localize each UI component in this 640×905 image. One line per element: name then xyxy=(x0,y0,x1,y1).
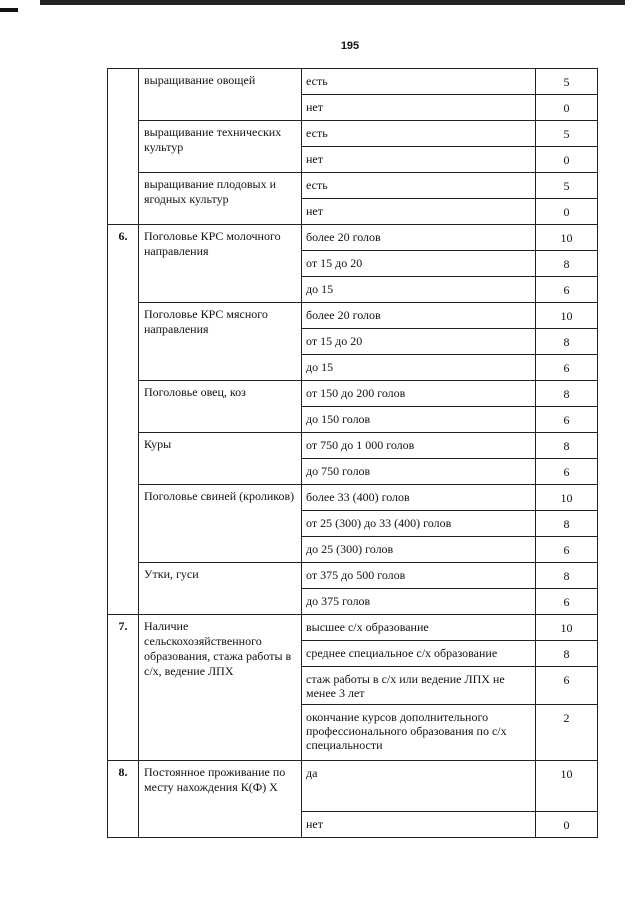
score: 5 xyxy=(536,121,598,147)
condition: стаж работы в с/х или ведение ЛПХ не менее 3 лет xyxy=(302,667,536,705)
table-row xyxy=(108,381,598,407)
condition: окончание курсов дополнительного профессионального образования по с/х специальности xyxy=(302,705,536,761)
table-row xyxy=(108,761,598,812)
table-row xyxy=(108,433,598,459)
score: 10 xyxy=(536,761,598,812)
scan-top-border xyxy=(40,0,625,5)
score: 8 xyxy=(536,251,598,277)
condition: до 150 голов xyxy=(302,407,536,433)
condition: от 375 до 500 голов xyxy=(302,563,536,589)
score: 8 xyxy=(536,511,598,537)
condition: до 25 (300) голов xyxy=(302,537,536,563)
condition: до 15 xyxy=(302,355,536,381)
score: 6 xyxy=(536,589,598,615)
condition: есть xyxy=(302,173,536,199)
criterion-name: Поголовье свиней (кроликов) xyxy=(139,485,302,563)
criterion-name: выращивание плодовых и ягодных культур xyxy=(139,173,302,225)
criterion-number xyxy=(108,69,139,225)
scan-mark xyxy=(0,8,18,12)
table-row xyxy=(108,485,598,511)
score: 6 xyxy=(536,407,598,433)
condition: до 375 голов xyxy=(302,589,536,615)
table-row xyxy=(108,69,598,95)
criterion-name: выращивание технических культур xyxy=(139,121,302,173)
score: 5 xyxy=(536,173,598,199)
condition: нет xyxy=(302,95,536,121)
table-row xyxy=(108,563,598,589)
condition: от 25 (300) до 33 (400) голов xyxy=(302,511,536,537)
condition: нет xyxy=(302,147,536,173)
score: 8 xyxy=(536,329,598,355)
criterion-name: Куры xyxy=(139,433,302,485)
criterion-name: Поголовье КРС мясного направления xyxy=(139,303,302,381)
condition: от 15 до 20 xyxy=(302,251,536,277)
scoring-table xyxy=(107,68,598,838)
criterion-number: 6. xyxy=(108,225,139,615)
score: 8 xyxy=(536,563,598,589)
criterion-name: выращивание овощей xyxy=(139,69,302,121)
score: 8 xyxy=(536,433,598,459)
criterion-name: Поголовье КРС молочного направления xyxy=(139,225,302,303)
condition: нет xyxy=(302,199,536,225)
score: 5 xyxy=(536,69,598,95)
criterion-name: Наличие сельскохозяйственного образования, стажа работы в с/х, ведение ЛПХ xyxy=(139,615,302,761)
condition: высшее с/х образование xyxy=(302,615,536,641)
score: 8 xyxy=(536,641,598,667)
condition: от 150 до 200 голов xyxy=(302,381,536,407)
score: 10 xyxy=(536,303,598,329)
condition: более 20 голов xyxy=(302,303,536,329)
condition: есть xyxy=(302,69,536,95)
condition: нет xyxy=(302,812,536,838)
condition: до 15 xyxy=(302,277,536,303)
criterion-name: Поголовье овец, коз xyxy=(139,381,302,433)
criterion-number: 7. xyxy=(108,615,139,761)
table-row xyxy=(108,303,598,329)
table-row xyxy=(108,225,598,251)
score: 10 xyxy=(536,485,598,511)
table-row xyxy=(108,615,598,641)
score: 10 xyxy=(536,615,598,641)
score: 6 xyxy=(536,459,598,485)
condition: есть xyxy=(302,121,536,147)
condition: более 20 голов xyxy=(302,225,536,251)
score: 6 xyxy=(536,537,598,563)
condition: да xyxy=(302,761,536,812)
table-row xyxy=(108,121,598,147)
condition: от 750 до 1 000 голов xyxy=(302,433,536,459)
condition: более 33 (400) голов xyxy=(302,485,536,511)
condition: от 15 до 20 xyxy=(302,329,536,355)
condition: среднее специальное с/х образование xyxy=(302,641,536,667)
score: 6 xyxy=(536,355,598,381)
table-row xyxy=(108,173,598,199)
score: 8 xyxy=(536,381,598,407)
criterion-name: Утки, гуси xyxy=(139,563,302,615)
criterion-name: Постоянное проживание по месту нахождения К(Ф) Х xyxy=(139,761,302,838)
score: 6 xyxy=(536,667,598,705)
score: 0 xyxy=(536,147,598,173)
score: 2 xyxy=(536,705,598,761)
score: 0 xyxy=(536,95,598,121)
criterion-number: 8. xyxy=(108,761,139,838)
score: 6 xyxy=(536,277,598,303)
score: 0 xyxy=(536,812,598,838)
score: 0 xyxy=(536,199,598,225)
score: 10 xyxy=(536,225,598,251)
condition: до 750 голов xyxy=(302,459,536,485)
page-number: 195 xyxy=(340,40,360,52)
